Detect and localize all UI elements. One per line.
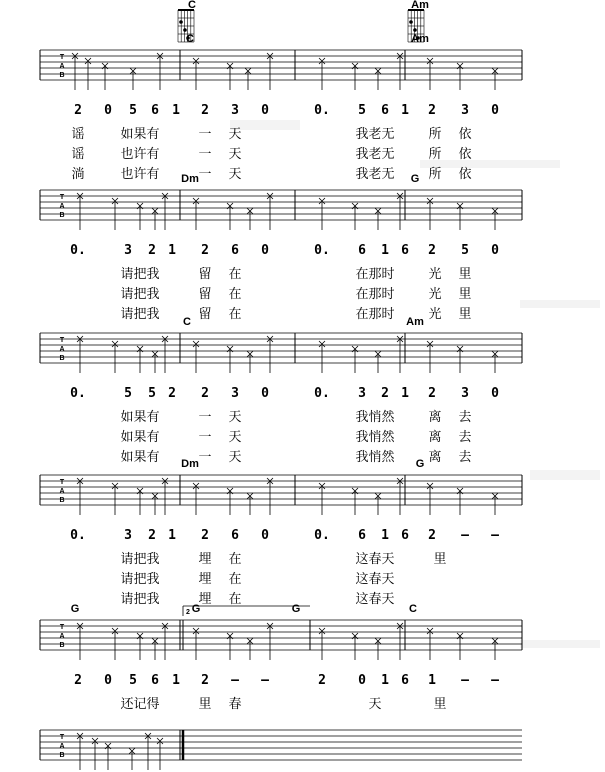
jianpu-number: 0. <box>314 386 330 401</box>
lyric-text: 在那时 <box>355 267 395 282</box>
background-watermark <box>230 120 600 648</box>
lyric-text: 一 <box>198 167 212 182</box>
jianpu-number: 2 <box>201 103 209 118</box>
lyric-text: 留 <box>198 307 212 322</box>
lyric-text: 留 <box>198 267 212 282</box>
lyric-text: 我悄然 <box>355 450 395 465</box>
jianpu-number: 6 <box>381 103 389 118</box>
lyric-text: 如果有 <box>120 410 160 425</box>
lyric-text: 光 <box>428 287 442 302</box>
chord-name: Am <box>411 33 429 45</box>
lyric-text: 埋 <box>198 552 212 567</box>
lyric-text: 光 <box>428 307 442 322</box>
jianpu-number: 0. <box>314 528 330 543</box>
tab-label-letter: T <box>59 734 65 741</box>
jianpu-number: 1 <box>401 103 409 118</box>
chord-dot <box>179 20 183 24</box>
lyric-text: 请把我 <box>120 592 160 607</box>
lyric-text: 依 <box>458 167 472 182</box>
jianpu-number: 2 <box>201 243 209 258</box>
chord-name: C <box>183 316 191 328</box>
jianpu-number: 0 <box>491 386 499 401</box>
lyric-text: 里 <box>458 287 472 302</box>
jianpu-number: – <box>491 673 499 688</box>
jianpu-number: 6 <box>358 243 366 258</box>
jianpu-number: 3 <box>461 386 469 401</box>
chord-name: Dm <box>181 173 199 185</box>
lyric-text: 去 <box>458 450 472 465</box>
jianpu-number: 3 <box>231 103 239 118</box>
lyric-text: 里 <box>198 697 212 712</box>
lyric-text: 离 <box>428 430 442 445</box>
lyric-text: 一 <box>198 430 212 445</box>
jianpu-number: 1 <box>168 243 176 258</box>
chord-name: Dm <box>181 458 199 470</box>
lyric-text: 天 <box>228 147 242 162</box>
jianpu-number: 2 <box>428 386 436 401</box>
jianpu-number: 2 <box>318 673 326 688</box>
jianpu-number: 1 <box>428 673 436 688</box>
tab-label-letter: B <box>59 72 65 79</box>
tab-label-letter: A <box>59 488 65 495</box>
system-3 <box>40 458 522 607</box>
jianpu-number: 3 <box>124 243 132 258</box>
jianpu-number: 6 <box>151 673 159 688</box>
jianpu-number: 1 <box>168 528 176 543</box>
chord-name: G <box>415 458 425 470</box>
lyric-text: 也许有 <box>120 147 160 162</box>
lyric-text: 也许有 <box>120 167 160 182</box>
jianpu-number: 1 <box>401 386 409 401</box>
jianpu-number: 5 <box>129 103 137 118</box>
jianpu-number: 0. <box>70 243 86 258</box>
lyric-text: 还记得 <box>120 697 160 712</box>
chord-name: C <box>409 603 417 615</box>
tab-label-letter: A <box>59 63 65 70</box>
chord-name: G <box>191 603 201 615</box>
chord-dot <box>413 28 417 32</box>
lyric-text: 请把我 <box>120 572 160 587</box>
jianpu-number: 2 <box>201 386 209 401</box>
lyric-text: 里 <box>458 307 472 322</box>
lyric-text: 请把我 <box>120 552 160 567</box>
jianpu-number: 2 <box>74 673 82 688</box>
jianpu-number: 3 <box>461 103 469 118</box>
jianpu-number: – <box>461 528 469 543</box>
jianpu-number: 0. <box>70 528 86 543</box>
jianpu-number: 1 <box>381 243 389 258</box>
jianpu-number: 2 <box>381 386 389 401</box>
tab-label-letter: T <box>59 337 65 344</box>
chord-name: G <box>291 603 301 615</box>
chord-name: G <box>70 603 80 615</box>
lyric-text: 里 <box>458 267 472 282</box>
lyric-text: 我悄然 <box>355 430 395 445</box>
lyric-text: 在 <box>228 307 242 322</box>
lyric-text: 天 <box>228 410 242 425</box>
chord-name: C <box>186 33 194 45</box>
volta-number: 2 <box>186 609 190 616</box>
lyric-text: 天 <box>228 127 242 142</box>
lyric-text: 在那时 <box>355 307 395 322</box>
lyric-text: 天 <box>228 167 242 182</box>
jianpu-number: 0 <box>491 103 499 118</box>
jianpu-number: 6 <box>151 103 159 118</box>
lyric-text: 依 <box>458 147 472 162</box>
lyric-text: 天 <box>228 450 242 465</box>
jianpu-number: 2 <box>148 528 156 543</box>
lyric-text: 一 <box>198 127 212 142</box>
jianpu-number: 3 <box>231 386 239 401</box>
lyric-text: 所 <box>428 167 442 182</box>
tab-label-letter: B <box>59 355 65 362</box>
jianpu-number: 3 <box>358 386 366 401</box>
lyric-text: 所 <box>428 147 442 162</box>
jianpu-number: – <box>231 673 239 688</box>
system-0 <box>40 33 522 182</box>
lyric-text: 光 <box>428 267 442 282</box>
jianpu-number: 1 <box>381 673 389 688</box>
lyric-text: 我老无 <box>355 167 395 182</box>
tab-label-letter: B <box>59 497 65 504</box>
jianpu-number: – <box>461 673 469 688</box>
lyric-text: 我老无 <box>355 147 395 162</box>
lyric-text: 埋 <box>198 592 212 607</box>
jianpu-number: 0 <box>491 243 499 258</box>
lyric-text: 依 <box>458 127 472 142</box>
tab-label-letter: T <box>59 479 65 486</box>
jianpu-number: 1 <box>172 103 180 118</box>
jianpu-number: 2 <box>201 528 209 543</box>
system-1 <box>40 173 522 322</box>
lyric-text: 天 <box>228 430 242 445</box>
lyric-text: 一 <box>198 147 212 162</box>
lyric-text: 离 <box>428 450 442 465</box>
lyric-text: 留 <box>198 287 212 302</box>
lyric-text: 谣 <box>71 147 85 162</box>
lyric-text: 这春天 <box>355 552 395 567</box>
lyric-text: 如果有 <box>120 127 160 142</box>
lyric-text: 谣 <box>71 127 85 142</box>
lyric-text: 里 <box>433 697 447 712</box>
lyric-text: 在那时 <box>355 287 395 302</box>
jianpu-number: 0 <box>261 528 269 543</box>
chord-dot <box>183 28 187 32</box>
jianpu-number: 1 <box>381 528 389 543</box>
jianpu-number: 0 <box>261 243 269 258</box>
lyric-text: 一 <box>198 450 212 465</box>
jianpu-number: 6 <box>401 673 409 688</box>
tab-label-letter: T <box>59 194 65 201</box>
tab-label-letter: T <box>59 54 65 61</box>
jianpu-number: 0 <box>104 103 112 118</box>
lyric-text: 请把我 <box>120 267 160 282</box>
jianpu-number: 2 <box>74 103 82 118</box>
jianpu-number: 0. <box>70 386 86 401</box>
jianpu-number: 1 <box>172 673 180 688</box>
jianpu-number: 2 <box>428 103 436 118</box>
lyric-text: 在 <box>228 267 242 282</box>
jianpu-number: 3 <box>124 528 132 543</box>
tab-label-letter: A <box>59 346 65 353</box>
jianpu-number: 2 <box>148 243 156 258</box>
tab-label-letter: A <box>59 203 65 210</box>
tab-label-letter: T <box>59 624 65 631</box>
jianpu-number: 5 <box>124 386 132 401</box>
jianpu-number: 5 <box>461 243 469 258</box>
lyric-text: 请把我 <box>120 307 160 322</box>
lyric-text: 在 <box>228 592 242 607</box>
jianpu-number: 0 <box>358 673 366 688</box>
jianpu-number: 2 <box>428 243 436 258</box>
lyric-text: 如果有 <box>120 450 160 465</box>
tab-label-letter: B <box>59 752 65 759</box>
system-4 <box>40 603 522 712</box>
jianpu-number: 6 <box>358 528 366 543</box>
lyric-text: 一 <box>198 410 212 425</box>
jianpu-number: 2 <box>428 528 436 543</box>
lyric-text: 请把我 <box>120 287 160 302</box>
chord-diagram-name: C <box>188 0 196 11</box>
tab-label-letter: B <box>59 642 65 649</box>
chord-dot <box>409 20 413 24</box>
jianpu-number: 6 <box>231 528 239 543</box>
lyric-text: 天 <box>368 697 382 712</box>
tab-label-letter: B <box>59 212 65 219</box>
jianpu-number: 2 <box>201 673 209 688</box>
jianpu-number: 6 <box>401 528 409 543</box>
lyric-text: 去 <box>458 430 472 445</box>
jianpu-number: 0 <box>261 386 269 401</box>
chord-name: Am <box>406 316 424 328</box>
lyric-text: 淌 <box>71 167 85 182</box>
lyric-text: 在 <box>228 572 242 587</box>
jianpu-number: 2 <box>168 386 176 401</box>
lyric-text: 在 <box>228 552 242 567</box>
jianpu-number: 5 <box>148 386 156 401</box>
chord-name: G <box>410 173 420 185</box>
lyric-text: 里 <box>433 552 447 567</box>
lyric-text: 这春天 <box>355 592 395 607</box>
system-5 <box>40 730 522 770</box>
lyric-text: 离 <box>428 410 442 425</box>
system-2 <box>40 316 522 465</box>
jianpu-number: – <box>261 673 269 688</box>
jianpu-number: 6 <box>231 243 239 258</box>
lyric-text: 我老无 <box>355 127 395 142</box>
lyric-text: 去 <box>458 410 472 425</box>
jianpu-number: 5 <box>129 673 137 688</box>
chord-diagram-name: Am <box>411 0 429 11</box>
jianpu-number: 5 <box>358 103 366 118</box>
tab-label-letter: A <box>59 743 65 750</box>
lyric-text: 如果有 <box>120 430 160 445</box>
lyric-text: 埋 <box>198 572 212 587</box>
jianpu-number: 0 <box>261 103 269 118</box>
jianpu-number: 0. <box>314 103 330 118</box>
jianpu-number: 0 <box>104 673 112 688</box>
jianpu-number: – <box>491 528 499 543</box>
jianpu-number: 6 <box>401 243 409 258</box>
lyric-text: 所 <box>428 127 442 142</box>
tab-label-letter: A <box>59 633 65 640</box>
jianpu-number: 0. <box>314 243 330 258</box>
lyric-text: 这春天 <box>355 572 395 587</box>
lyric-text: 春 <box>228 697 242 712</box>
lyric-text: 我悄然 <box>355 410 395 425</box>
lyric-text: 在 <box>228 287 242 302</box>
